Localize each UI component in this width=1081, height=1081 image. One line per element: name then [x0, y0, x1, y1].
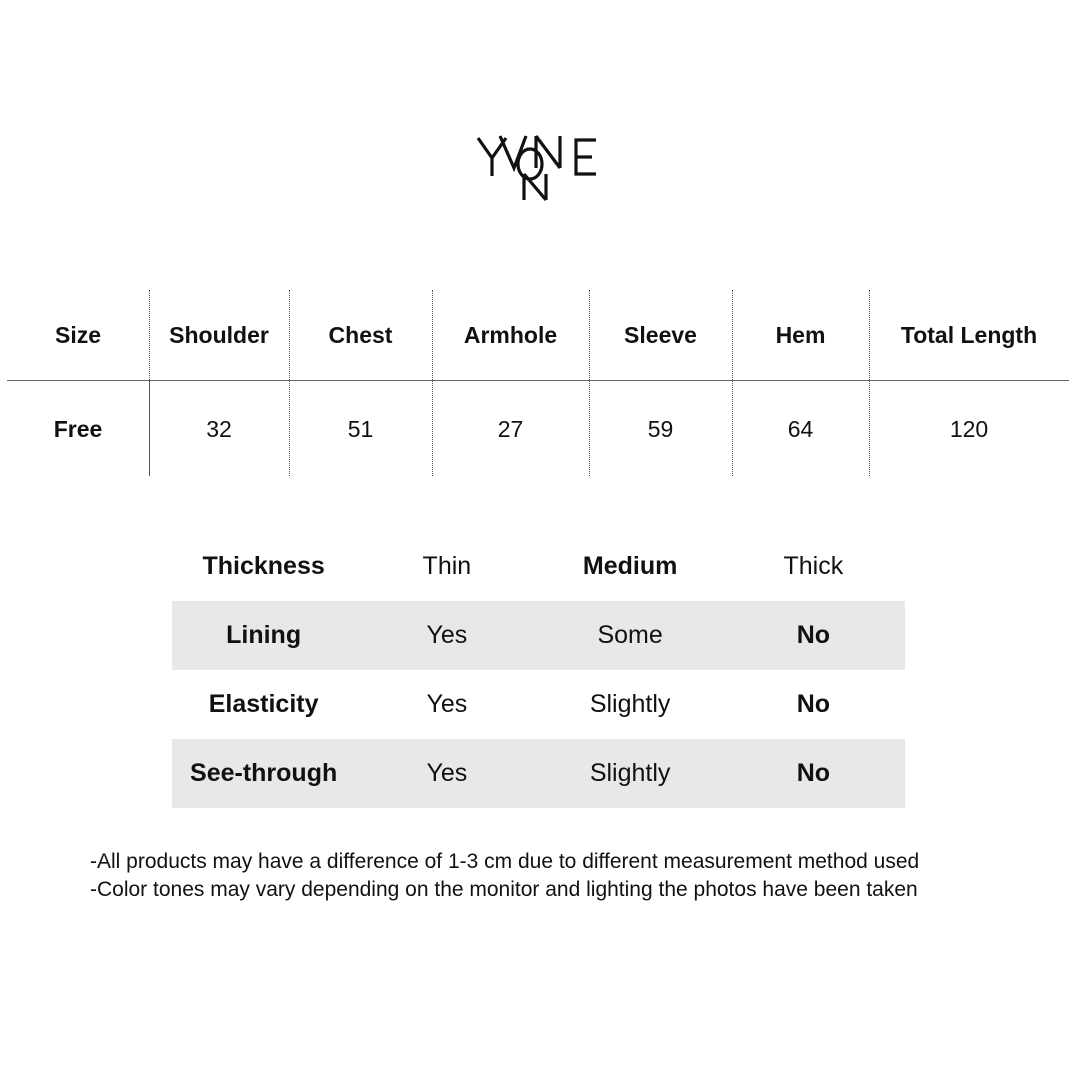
fabric-option: Thin — [422, 552, 472, 580]
fabric-label: Lining — [226, 621, 302, 649]
fabric-row-elasticity — [172, 670, 905, 739]
hem-value: 64 — [787, 415, 814, 442]
armhole-value: 27 — [497, 415, 524, 442]
fabric-option: Yes — [426, 621, 468, 649]
header-sleeve: Sleeve — [624, 321, 697, 348]
note-measurement: -All products may have a difference of 1-3 cm due to different measurement method used — [90, 850, 920, 873]
fabric-option: Medium — [582, 552, 678, 580]
fabric-label: Thickness — [202, 552, 325, 580]
fabric-option: Yes — [426, 759, 468, 787]
fabric-option: Slightly — [589, 690, 671, 718]
shoulder-value: 32 — [206, 415, 232, 442]
fabric-option: Thick — [783, 552, 844, 580]
size-table — [7, 290, 1069, 476]
fabric-option: Some — [597, 621, 663, 649]
disclaimer-notes — [90, 848, 1070, 904]
header-hem: Hem — [775, 321, 826, 348]
chest-value: 51 — [347, 415, 374, 442]
header-chest: Chest — [328, 321, 393, 348]
brand-logo-mark — [470, 128, 610, 208]
header-total-length: Total Length — [900, 321, 1038, 348]
fabric-option: Slightly — [589, 759, 671, 787]
fabric-label: Elasticity — [208, 690, 319, 718]
fabric-label: See-through — [190, 759, 338, 787]
note-color: -Color tones may vary depending on the monitor and lighting the photos have been taken — [90, 878, 918, 901]
brand-logo — [470, 128, 610, 208]
size-value: Free — [53, 415, 103, 442]
sleeve-value: 59 — [647, 415, 674, 442]
header-divider — [7, 380, 1069, 381]
fabric-row-thickness — [172, 532, 905, 601]
header-armhole: Armhole — [463, 321, 558, 348]
fabric-option: Yes — [426, 690, 468, 718]
fabric-properties-table — [172, 532, 905, 808]
total-length-value: 120 — [949, 415, 989, 442]
fabric-row-see-through — [172, 739, 905, 808]
header-size: Size — [54, 321, 102, 348]
fabric-option: No — [796, 690, 831, 718]
fabric-option: No — [796, 621, 831, 649]
header-shoulder: Shoulder — [169, 321, 269, 348]
fabric-option: No — [796, 759, 831, 787]
fabric-row-lining — [172, 601, 905, 670]
